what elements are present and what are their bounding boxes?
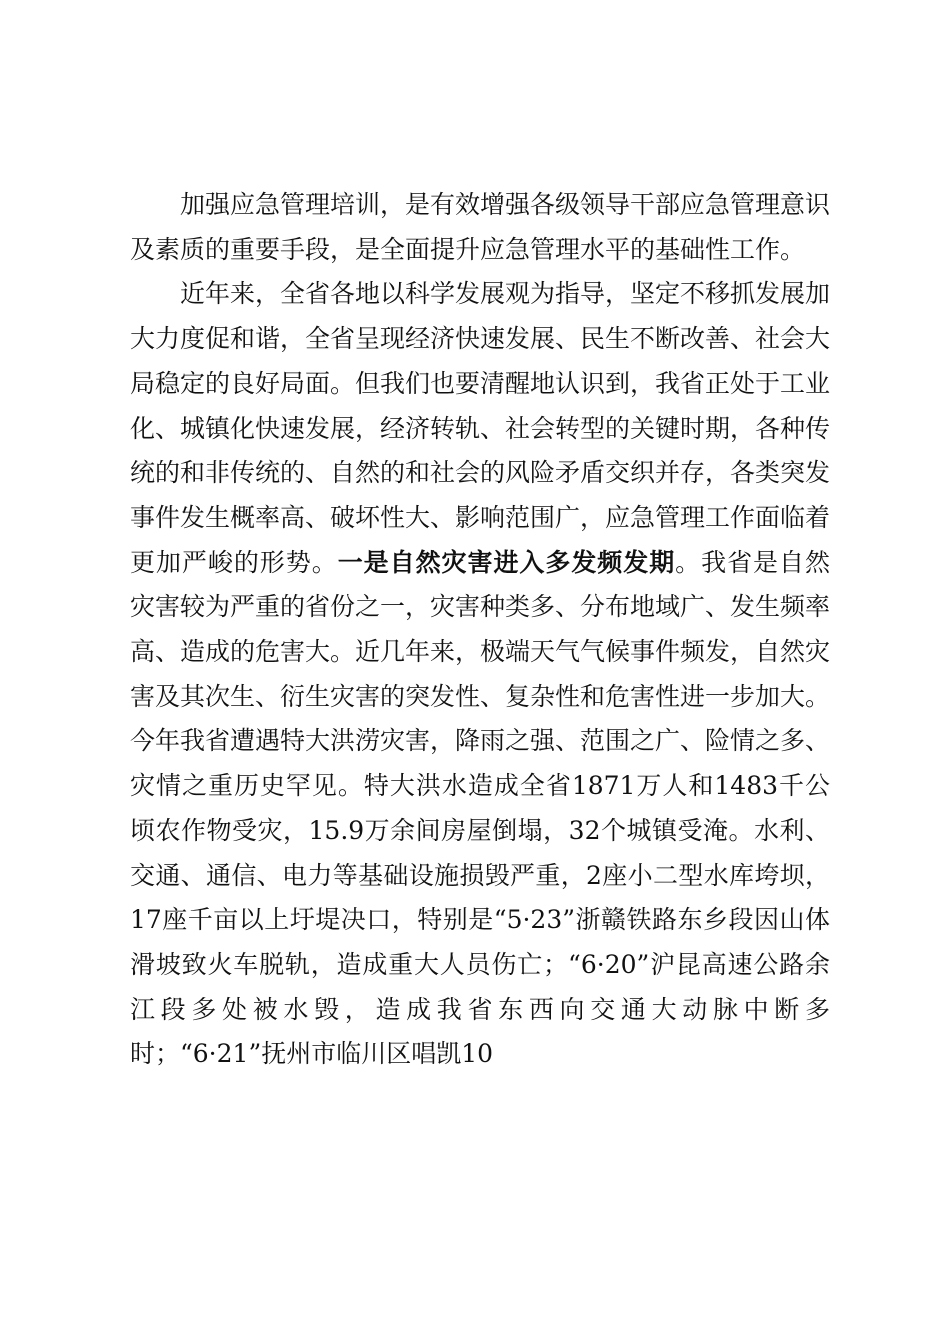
paragraph-text: 加强应急管理培训，是有效增强各级领导干部应急管理意识及素质的重要手段，是全面提升应急管理水平的基础性工作。 <box>130 190 831 264</box>
paragraph-emergency-situation <box>130 272 830 1077</box>
document-body <box>130 183 830 1077</box>
paragraph-text-continued: 。我省是自然灾害较为严重的省份之一，灾害种类多、分布地域广、发生频率高、造成的危害大。近几年来，极端天气气候事件频发，自然灾害及其次生、衍生灾害的突发性、复杂性和危害性进一步加大。今年我省遭遇特大洪涝灾害，降雨之强、范围之广、险情之多、灾情之重历史罕见。特大洪水造成全省1871万人和1483千公顷农作物受灾，15.9万余间房屋倒塌，32个城镇受淹。水利、交通、通信、电力等基础设施损毁严重，2座小二型水库垮坝，17座千亩以上圩堤决口，特别是“5·23”浙赣铁路东乡段因山体滑坡致火车脱轨，造成重大人员伤亡；“6·20”沪昆高速公路余江段多处被水毁，造成我省东西向交通大动脉中断多时；“6·21”抚州市临川区唱凯10 <box>130 547 831 1069</box>
emphasis-natural-disasters: 一是自然灾害进入多发频发期 <box>337 547 676 577</box>
paragraph-training-importance <box>130 183 830 272</box>
paragraph-text: 近年来，全省各地以科学发展观为指导，坚定不移抓发展加大力度促和谐，全省呈现经济快速发展、民生不断改善、社会大局稳定的良好局面。但我们也要清醒地认识到，我省正处于工业化、城镇化快速发展，经济转轨、社会转型的关键时期，各种传统的和非传统的、自然的和社会的风险矛盾交织并存，各类突发事件发生概率高、破坏性大、影响范围广，应急管理工作面临着更加严峻的形势。 <box>130 279 831 577</box>
